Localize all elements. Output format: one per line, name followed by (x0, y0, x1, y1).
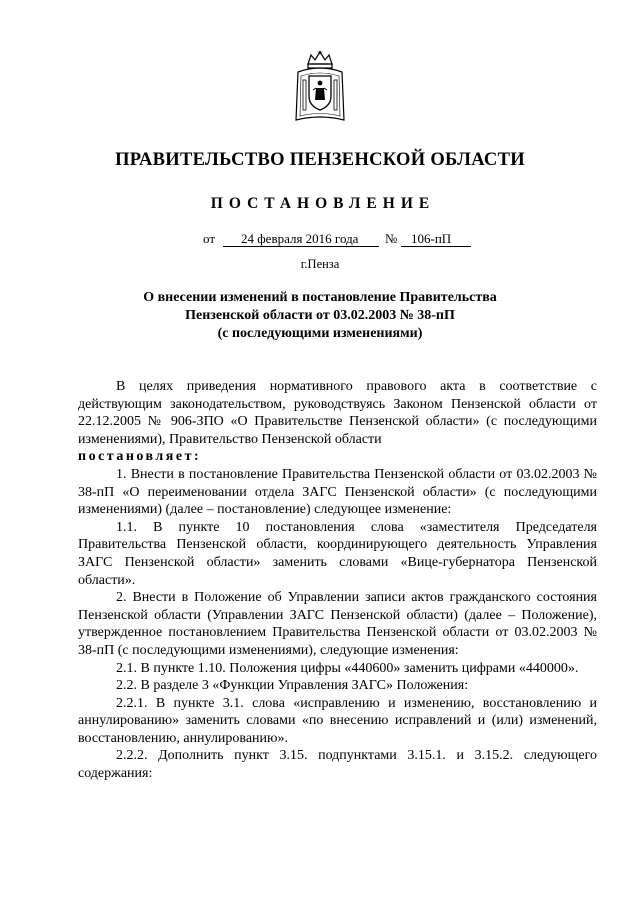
intro-paragraph (78, 378, 597, 448)
paragraph-2-2-1: 2.2.1. В пункте 3.1. слова «исправлению и изменению, восстановлению и аннулированию» заменить словами «по внесению исправлений и (или) изменений, восстановлению, аннулированию». (78, 695, 597, 746)
paragraph-1: 1. Внести в постановление Правительства Пензенской области от 03.02.2003 № 38-пП «О переименовании отдела ЗАГС Пензенской области» (с последующими изменениями) (далее – постановление) следующее изменение: (78, 466, 597, 518)
title-line-2: Пензенской области от 03.02.2003 № 38-пП (185, 308, 455, 323)
paragraph-2-1: 2.1. В пункте 1.10. Положения цифры «440600» заменить цифрами «440000». (116, 660, 579, 676)
paragraph-2-2: 2.2. В разделе 3 «Функции Управления ЗАГС» Положения: (116, 678, 469, 694)
intro-text: В целях приведения нормативного правового акта в соответствие с действующим законодательством, руководствуясь Законом Пензенской области от 22.12.2005 № 906-ЗПО «О Правительстве Пензенской области» (с последующими изменениями), Правительство Пензенской области (78, 379, 597, 447)
paragraph-2-2-2: 2.2.2. Дополнить пункт 3.15. подпунктами 3.15.1. и 3.15.2. следующего содержания: (78, 748, 597, 782)
number-prefix: № (385, 231, 398, 246)
title-line-3: (с последующими изменениями) (217, 326, 423, 341)
coat-of-arms-icon (294, 50, 346, 124)
decides-paragraph (78, 448, 597, 466)
date-number-line (203, 231, 473, 249)
city: г.Пенза (300, 257, 340, 271)
date-prefix: от (203, 231, 216, 246)
government-name: ПРАВИТЕЛЬСТВО ПЕНЗЕНСКОЙ ОБЛАСТИ (115, 150, 525, 170)
paragraph-2: 2. Внести в Положение об Управлении записи актов гражданского состояния Пензенской области (Управлении ЗАГС Пензенской области) (далее – Положение), утвержденное постановлением Правительства Пензенской области от 03.02.2003 № 38-пП (с последующими изменениями), следующие изменения: (78, 590, 597, 658)
date-underline (223, 246, 379, 247)
title-line-1: О внесении изменений в постановление Правительства (143, 290, 497, 305)
document-title (0, 289, 640, 343)
number-underline (401, 246, 471, 247)
paragraph-1-1: 1.1. В пункте 10 постановления слова «заместителя Председателя Правительства Пензенской области, координирующего деятельность Управления ЗАГС Пензенской области» заменить словами «Вице-губернатора Пензенской области». (78, 519, 597, 588)
document-type: ПОСТАНОВЛЕНИЕ (210, 195, 436, 212)
document-number: 106-пП (411, 231, 452, 246)
document-date: 24 февраля 2016 года (241, 231, 359, 246)
decides-word: постановляет: (78, 449, 202, 465)
document-body (78, 378, 597, 783)
